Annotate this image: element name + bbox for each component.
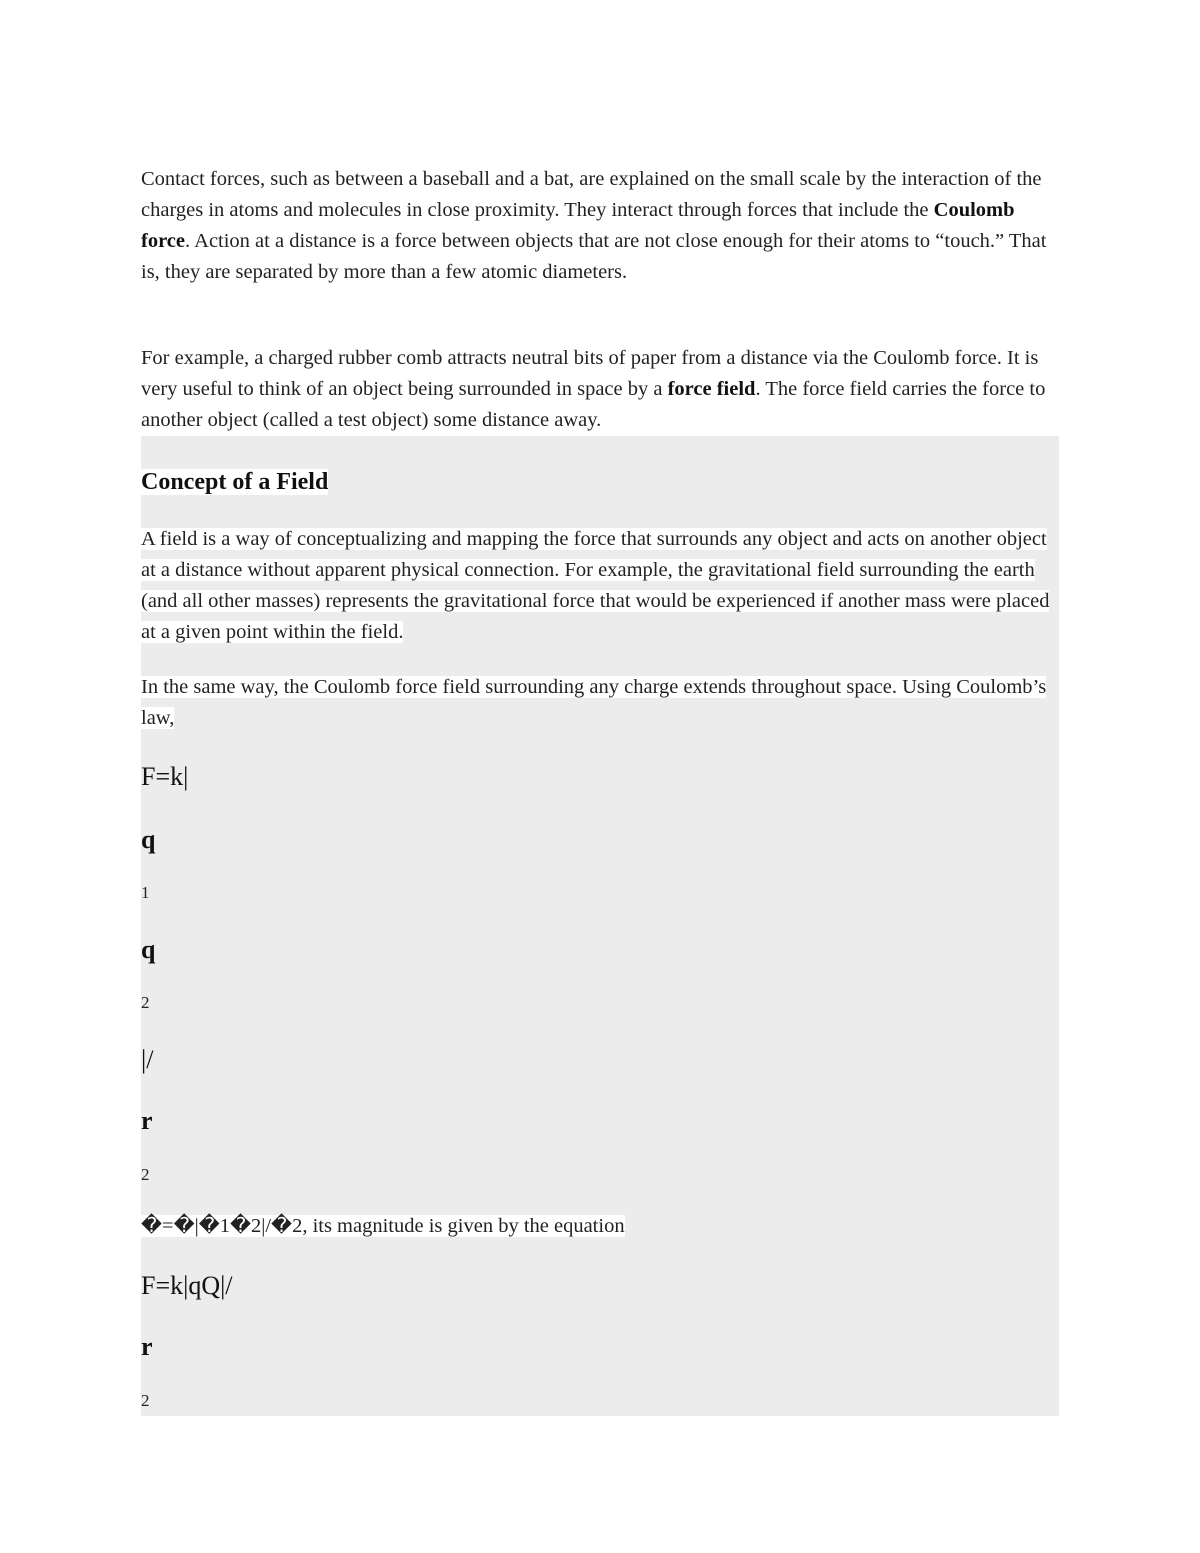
equation2-exponent: 2 (141, 1391, 150, 1410)
equation1-sub2: 2 (141, 993, 150, 1012)
equation1-exponent: 2 (141, 1165, 150, 1184)
example-text-2: . The force field carries the force to another object (called a test object) some distance away. (141, 378, 1046, 431)
equation1-slash: |/ (141, 1045, 154, 1074)
coulomb-field-text: In the same way, the Coulomb force field surrounding any charge extends throughout space. Using Coulomb’s law, (141, 676, 1047, 729)
field-definition-text: A field is a way of conceptualizing and mapping the force that surrounds any object and acts on another object at a distance without apparent physical connection. For example, the gravitational field surrounding the earth (and all other masses) represents the gravitational force that would be experienced if another mass were placed at a given point within the field. (141, 528, 1050, 643)
equation2-lead: F=k|qQ|/ (141, 1271, 233, 1300)
equation2-r: r (141, 1332, 153, 1361)
intro-text-1: Contact forces, such as between a baseball and a bat, are explained on the small scale by the interaction of the charges in atoms and molecules in close proximity. They interact through forces that include the (141, 168, 1042, 221)
equation1-lead: F=k| (141, 762, 189, 791)
equation1-q2: q (141, 935, 156, 964)
example-paragraph (141, 343, 1061, 436)
equation1-r: r (141, 1106, 153, 1135)
section-heading: Concept of a Field (141, 469, 329, 495)
coulomb-field-paragraph (141, 672, 1061, 734)
equation1-q1: q (141, 825, 156, 854)
field-definition-paragraph (141, 524, 1061, 648)
coulomb-force-term: Coulomb force (141, 199, 1015, 252)
equation1-sub1: 1 (141, 883, 150, 902)
force-field-term: force field (667, 378, 756, 400)
example-text-1: For example, a charged rubber comb attracts neutral bits of paper from a distance via the Coulomb force. It is very useful to think of an object being surrounded in space by a (141, 347, 1039, 400)
garbled-equation-line: �=�|�1�2|/�2, its magnitude is given by the equation (141, 1215, 625, 1237)
intro-paragraph (141, 164, 1061, 288)
intro-text-2: . Action at a distance is a force between objects that are not close enough for their atoms to “touch.” That is, they are separated by more than a few atomic diameters. (141, 230, 1047, 283)
